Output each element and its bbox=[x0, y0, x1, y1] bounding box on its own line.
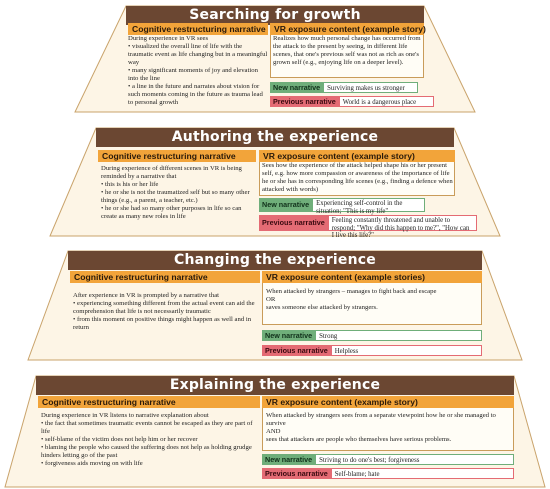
tier-title: Explaining the experience bbox=[36, 376, 514, 395]
vr-exposure-title: VR exposure content (example stories) bbox=[262, 271, 482, 283]
new-narrative-label: New narrative bbox=[262, 454, 315, 465]
previous-narrative-label: Previous narrative bbox=[270, 96, 339, 107]
previous-narrative-value: World is a dangerous place bbox=[339, 96, 434, 107]
vr-exposure-text: Sees how the experience of the attack helped shape his or her present self, e.g. how more compassion or awareness of the importance of life he or she has in corresponding life scenes (e.g., finding a defence when attacked with words) bbox=[262, 162, 453, 193]
previous-narrative-row bbox=[259, 215, 477, 239]
previous-narrative-value: Feeling constantly threatened and unable to respond; "Why did this happen to me?", "How can I live this life?" bbox=[328, 215, 477, 231]
new-narrative-value: Surviving makes us stronger bbox=[323, 82, 418, 93]
cognitive-narrative-title: Cognitive restructuring narrative bbox=[70, 271, 260, 283]
previous-narrative-label: Previous narrative bbox=[259, 215, 328, 231]
new-narrative-row bbox=[262, 330, 482, 341]
tier-explaining-the-experience bbox=[0, 371, 550, 489]
new-narrative-label: New narrative bbox=[270, 82, 323, 93]
previous-narrative-row bbox=[262, 468, 514, 479]
cognitive-narrative-text: During experience in VR sees • visualized the overall line of life with the traumatic event as life changing but in a meaningful way • many significant moments of joy and elevation into the line • a line in the future and narrates about vision for such moments coming in the future as trauma lead to personal growth bbox=[128, 35, 268, 106]
vr-exposure-title: VR exposure content (example story) bbox=[259, 150, 455, 162]
previous-narrative-value: Self-blame; hate bbox=[331, 468, 514, 479]
tier-changing-the-experience bbox=[0, 246, 550, 364]
previous-narrative-label: Previous narrative bbox=[262, 345, 331, 356]
tier-searching-for-growth bbox=[0, 0, 550, 118]
new-narrative-row bbox=[262, 454, 514, 465]
vr-exposure-text: When attacked by strangers – manages to fight back and escape OR saves someone else attacked by strangers. bbox=[266, 288, 437, 311]
previous-narrative-value: Helpless bbox=[331, 345, 482, 356]
new-narrative-label: New narrative bbox=[262, 330, 315, 341]
cognitive-narrative-title: Cognitive restructuring narrative bbox=[98, 150, 256, 162]
cognitive-narrative-text: During experience of different scenes in VR is being reminded by a narrative that • this is his or her life • he or she is not the traumatized self but so many other things (e.g., a parent, a teacher, etc.) • he or she had so many other purposes in life so can create as many new roles in life bbox=[101, 165, 250, 220]
cognitive-narrative-title: Cognitive restructuring narrative bbox=[128, 23, 268, 35]
new-narrative-row bbox=[270, 82, 418, 93]
tier-title: Authoring the experience bbox=[96, 128, 454, 147]
vr-exposure-text: When attacked by strangers sees from a separate viewpoint how he or she managed to survive AND sees that attackers are people who themselves have serious problems. bbox=[266, 412, 496, 443]
cognitive-narrative-title: Cognitive restructuring narrative bbox=[38, 396, 260, 408]
new-narrative-row bbox=[259, 198, 425, 215]
tier-authoring-the-experience bbox=[0, 123, 550, 241]
new-narrative-value: Experiencing self-control in the situation; "This is my life" bbox=[312, 198, 425, 212]
cognitive-narrative-text: After experience in VR is prompted by a narrative that • experiencing something different from the actual event can aid the comprehension that life is not necessarily traumatic • from this moment on positive things might happen as well and in return bbox=[73, 292, 255, 331]
tier-title: Changing the experience bbox=[68, 251, 482, 270]
previous-narrative-row bbox=[270, 96, 434, 107]
vr-exposure-title: VR exposure content (example story) bbox=[270, 23, 424, 35]
vr-exposure-text: Realizes how much personal change has occurred from the attack to the present by seeing, in different life scenes, that one's previous self was not as rich as one's grown self (e.g., enjoying life on a deeper level). bbox=[273, 35, 421, 66]
cognitive-narrative-text: During experience in VR listens to narrative explanation about • the fact that sometimes traumatic events cannot be escaped as they are part of life • self-blame of the victim does not help him or her recover • blaming the people who caused the suffering does not help as holding grudge hinders letting go of the past • forgiveness aids moving on with life bbox=[41, 412, 253, 467]
previous-narrative-label: Previous narrative bbox=[262, 468, 331, 479]
new-narrative-value: Strong bbox=[315, 330, 482, 341]
vr-exposure-title: VR exposure content (example story) bbox=[262, 396, 514, 408]
new-narrative-value: Striving to do one's best; forgiveness bbox=[315, 454, 514, 465]
previous-narrative-row bbox=[262, 345, 482, 356]
new-narrative-label: New narrative bbox=[259, 198, 312, 212]
tier-title: Searching for growth bbox=[126, 6, 424, 25]
